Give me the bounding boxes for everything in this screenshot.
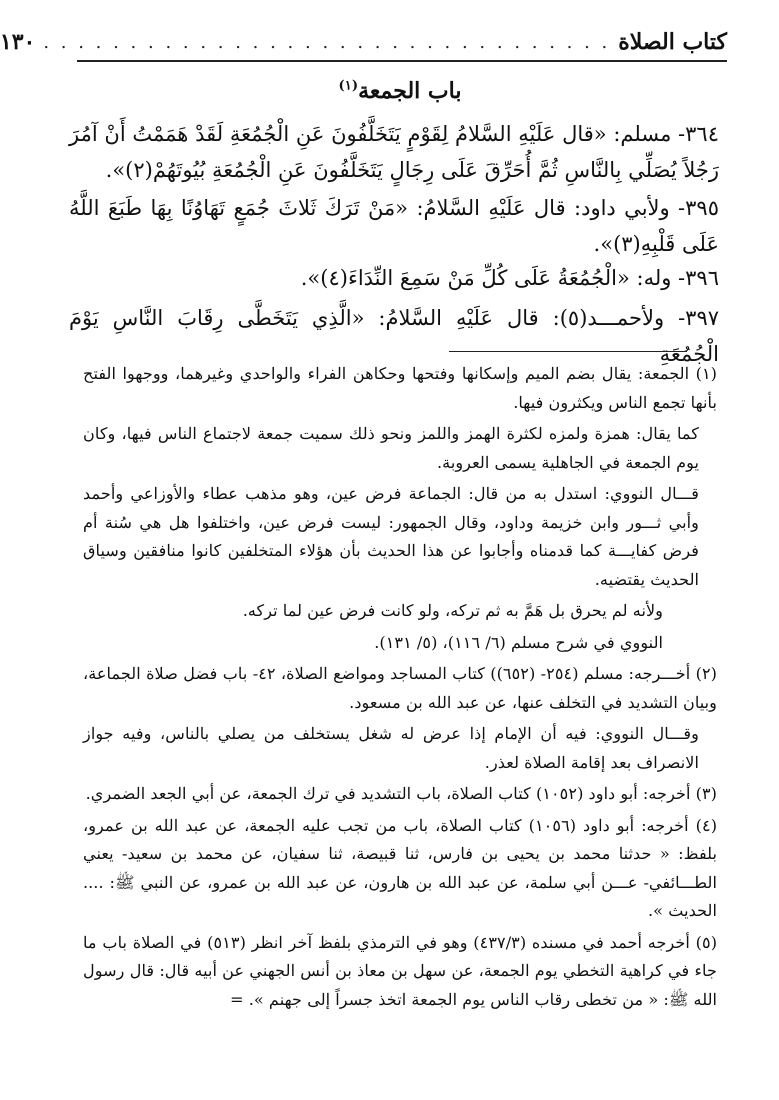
footnote-1-cont-c: ولأنه لم يحرق بل هَمَّ به ثم تركه، ولو كانت فرض عين لما تركه. [242, 601, 663, 620]
hadith-396: ٣٩٦- وله: «الْجُمُعَةُ عَلَى كُلِّ مَنْ سَمِعَ النِّدَاءَ(٤)». [300, 266, 719, 290]
footnote-1-source: النووي في شرح مسلم (٦/ ١١٦)، (٥/ ١٣١). [374, 632, 663, 652]
hadith-395: ٣٩٥- ولأبي داود: قال عَلَيْهِ السَّلامُ: «مَنْ تَرَكَ ثَلاثَ جُمَعٍ تَهَاوُنًا بِهَا طَبَعَ اللَّهُ عَلَى قَلْبِهِ(٣)». [69, 196, 719, 256]
footnote-2: (٢) أخـــرجه: مسلم (٢٥٤- (٦٥٢)) كتاب المساجد ومواضع الصلاة، ٤٢- باب فضل صلاة الجماعة، وبيان التشديد في التخلف عنها، عن عبد الله بن مسعود. [83, 664, 717, 712]
footnote-4: (٤) أخرجه: أبو داود (١٠٥٦) كتاب الصلاة، باب من تجب عليه الجمعة، عن عبد الله بن عمرو، بلفظ: « حدثنا محمد بن يحيى بن فارس، ثنا قبيصة، ثنا سفيان، عن محمد بن سعيد- يعني الطـــائفي- عـــن أبي سلمة، عن عبد الله بن هارون، عن عبد الله بن عمرو، عن النبي ﷺ: .... الحديث ». [83, 815, 718, 920]
running-header [0, 24, 727, 62]
footnotes [83, 360, 717, 1017]
footnote-1: (١) الجمعة: يقال بضم الميم وإسكانها وفتحها وحكاهن الفراء والواحدي وغيرهما، ووجهوا الفتح بأنها تجمع الناس ويكثرون فيها. [83, 364, 717, 412]
footnote-2-cont: وقـــال النووي: فيه أن الإمام إذا عرض له شغل يستخلف من يصلي بالناس، وفيه جواز الانصراف بعد إقامة الصلاة لعذر. [83, 724, 699, 772]
header-leader-dots: . . . . . . . . . . . . . . . . . . . . . . . . . . . . . . . . . [43, 31, 611, 53]
chapter-footnote-ref: (١) [338, 78, 359, 94]
chapter-title: باب الجمعة [358, 78, 462, 104]
hadith-397: ٣٩٧- ولأحمـــد(٥): قال عَلَيْهِ السَّلامُ: «الَّذِي يَتَخَطَّى رِقَابَ النَّاسِ يَوْمَ الْجُمُعَةِ [69, 306, 720, 366]
footnote-1-cont-a: كما يقال: همزة ولمزه لكثرة الهمز واللمز ونحو ذلك سميت جمعة لاجتماع الناس فيها، وكان يوم الجمعة في الجاهلية يسمى العروبة. [83, 424, 699, 472]
header-title: كتاب الصلاة [618, 29, 727, 55]
footnote-1-cont-b: قـــال النووي: استدل به من قال: الجماعة فرض عين، وهو مذهب عطاء والأوزاعي وأحمد وأبي ثـــور وابن خزيمة وداود، وقال الجمهور: ليست فرض عين، واختلفوا هل هي سُنة أم فرض كفايـــة كما قدمناه وأجابوا عن هذا الحديث بأن هؤلاء المتخلفين كانوا منافقين وسياق الحديث يقتضيه. [83, 484, 699, 589]
page-number: ١٣٠ [0, 29, 36, 55]
footnote-separator [449, 351, 687, 352]
footnote-5: (٥) أخرجه أحمد في مسنده (٤٣٧/٣) وهو في الترمذي بلفظ آخر انظر (٥١٣) في الصلاة باب ما جاء في كراهية التخطي يوم الجمعة، عن سهل بن معاذ بن أنس الجهني عن أبيه قال: قال رسول الله ﷺ: « من تخطى رقاب الناس يوم الجمعة اتخذ جسراً إلى جهنم ». = [83, 932, 718, 1009]
footnote-3: (٣) أخرجه: أبو داود (١٠٥٢) كتاب الصلاة، باب التشديد في ترك الجمعة، عن أبي الجعد الضمري. [85, 784, 717, 803]
chapter-heading [21, 78, 779, 104]
hadith-364: ٣٦٤- مسلم: «قال عَلَيْهِ السَّلامُ لِقَوْمٍ يَتَخَلَّفُونَ عَنِ الْجُمُعَةِ لَقَدْ هَمَمْتُ أَنْ آمُرَ رَجُلاً يُصَلِّي بِالنَّاسِ ثُمَّ أُحَرِّقَ عَلَى رِجَالٍ يَتَخَلَّفُونَ عَنِ الْجُمُعَةِ بُيُوتَهُمْ(٢)». [69, 122, 719, 182]
